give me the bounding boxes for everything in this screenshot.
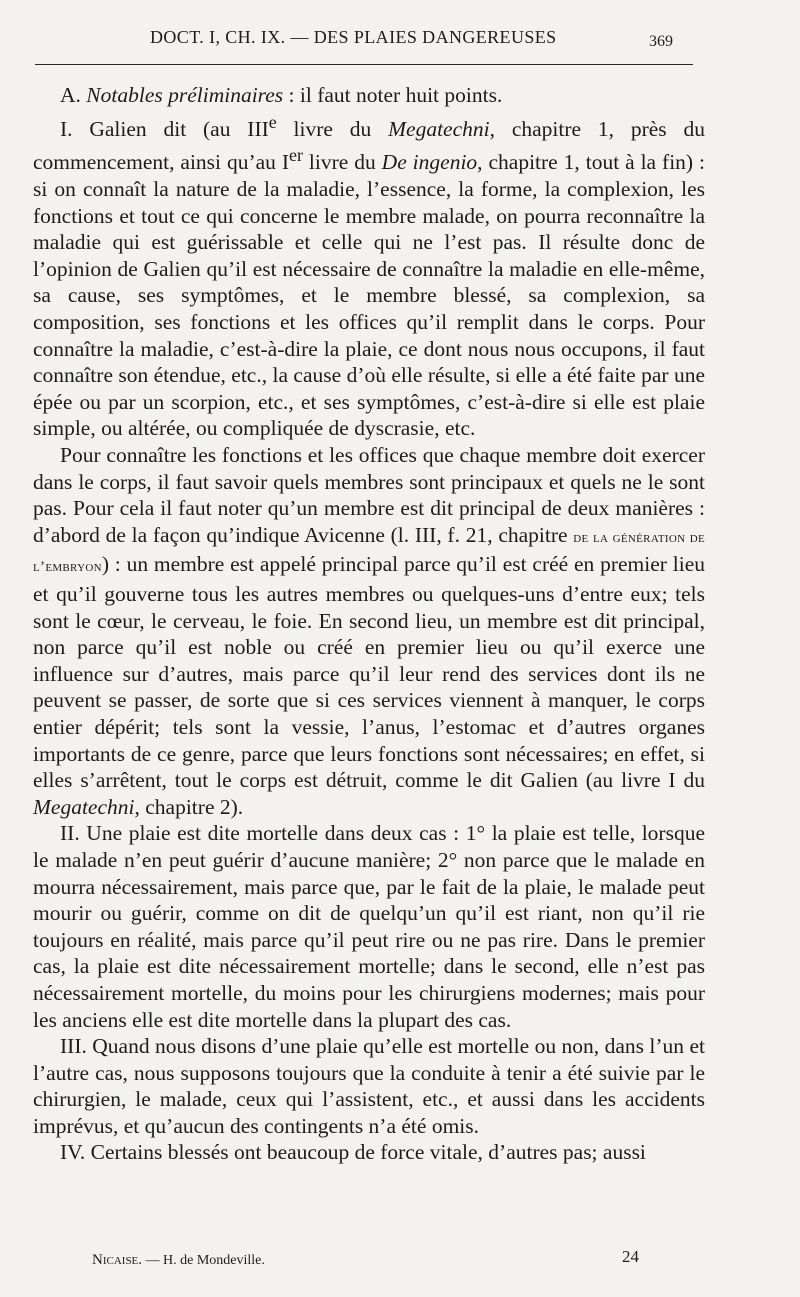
- paragraph-a-notables: [33, 82, 705, 109]
- text-run: Pour connaître les fonctions et les offices que chaque membre doit exercer dans le corps, il faut savoir quels membres sont principaux et quels ne le sont pas. Pour cela il faut noter qu’un membre est dit principal de deux manières : d’abord de la façon qu’indique Avicenne (l. III, f. 21, chapitre: [33, 443, 705, 547]
- footer-credit: [92, 1252, 265, 1269]
- text-run: I. Galien dit (au III: [60, 116, 269, 141]
- text-run: , chapitre 1, tout à la fin) : si on connaît la nature de la maladie, l’essence, la forme, la complexion, les fonctions et tout ce qui concerne le membre malade, on pourra reconnaître la maladie qui est guérissable et celle qui ne l’est pas. Il résulte donc de l’opinion de Galien qu’il est nécessaire de connaître la maladie en elle-même, sa cause, ses symptômes, et le membre blessé, sa complexion, sa composition, ses fonctions et les offices qu’il remplit dans le corps. Pour connaître la maladie, c’est-à-dire la plaie, ce dont nous nous occupons, il faut connaître son étendue, etc., la cause d’où elle résulte, si elle a été faite par une épée ou par un scorpion, etc., et ses symptômes, c’est-à-dire si elle est plaie simple, ou altérée, ou compliquée de dyscrasie, etc.: [33, 150, 705, 441]
- paragraph-ii-plaie-mortelle: [33, 820, 705, 1033]
- body-text: [33, 82, 705, 1166]
- header-rule: [35, 64, 693, 65]
- text-run: de la génération de l’embryon: [33, 529, 705, 576]
- text-run: De ingenio: [381, 150, 478, 175]
- footer-book: H. de Mondeville.: [163, 1253, 265, 1268]
- text-run: Notables préliminaires: [86, 83, 284, 107]
- text-run: Megatechni: [33, 794, 135, 819]
- text-run: II. Une plaie est dite mortelle dans deux cas : 1° la plaie est telle, lorsque le malade n’en peut guérir d’aucune manière; 2° non parce que le malade en mourra nécessairement, mais parce que, par le fait de la plaie, le malade peut mourir ou guérir, comme on dit de quelqu’un qu’il est riant, non qu’il rie toujours en réalité, mais parce qu’il peut rire ou ne pas rire. Dans le premier cas, la plaie est dite nécessairement mortelle; dans le second, elle n’est pas nécessairement mortelle, du moins pour les chirurgiens modernes; mais pour les anciens elle est dite mortelle dans la plupart des cas.: [33, 821, 705, 1032]
- paragraph-iii-conduite: [33, 1033, 705, 1139]
- paragraph-fonctions: [33, 442, 705, 820]
- running-header: DOCT. I, CH. IX. — DES PLAIES DANGEREUSES: [150, 27, 557, 47]
- text-run: Megatechni: [388, 116, 490, 141]
- paragraph-i-galien: [33, 109, 705, 442]
- footer-separator: —: [142, 1253, 164, 1268]
- text-run: A.: [60, 83, 87, 107]
- footer-author: Nicaise.: [92, 1252, 143, 1268]
- text-run: er: [289, 145, 303, 166]
- text-run: : il faut noter huit points.: [283, 83, 503, 107]
- text-run: , chapitre 1, près du commencement, ainsi qu’au I: [33, 116, 705, 175]
- text-run: IV. Certains blessés ont beaucoup de force vitale, d’autres pas; aussi: [60, 1140, 646, 1165]
- text-run: e: [268, 111, 277, 132]
- signature-mark: 24: [622, 1247, 639, 1266]
- text-run: ) : un membre est appelé principal parce qu’il est créé en premier lieu et qu’il gouverne tous les autres membres ou quelques-uns d’entre eux; tels sont le cœur, le cerveau, le foie. En second lieu, un membre est dit principal, non parce qu’il est noble ou créé en premier lieu ou qu’il exerce une influence sur d’autres, mais parce qu’il leur rend des services dont ils ne peuvent se passer, de sorte que si ces services viennent à manquer, le corps entier dépérit; tels sont la vessie, l’anus, l’estomac et d’autres organes importants de ce genre, parce que leurs fonctions sont nécessaires; en effet, si elles s’arrêtent, tout le corps est détruit, comme le dit Galien (au livre I du: [33, 552, 705, 793]
- text-run: livre du: [276, 116, 389, 141]
- text-run: III. Quand nous disons d’une plaie qu’elle est mortelle ou non, dans l’un et l’autre cas, nous supposons toujours que la conduite à tenir a été suivie par le chirurgien, le malade, ceux qui l’assistent, etc., et aussi dans les accidents imprévus, et qu’aucun des contingents n’a été omis.: [33, 1034, 705, 1138]
- paragraph-iv-blesses: [33, 1139, 705, 1166]
- text-run: , chapitre 2).: [134, 794, 244, 819]
- page-number: 369: [649, 33, 673, 50]
- text-run: livre du: [302, 150, 382, 175]
